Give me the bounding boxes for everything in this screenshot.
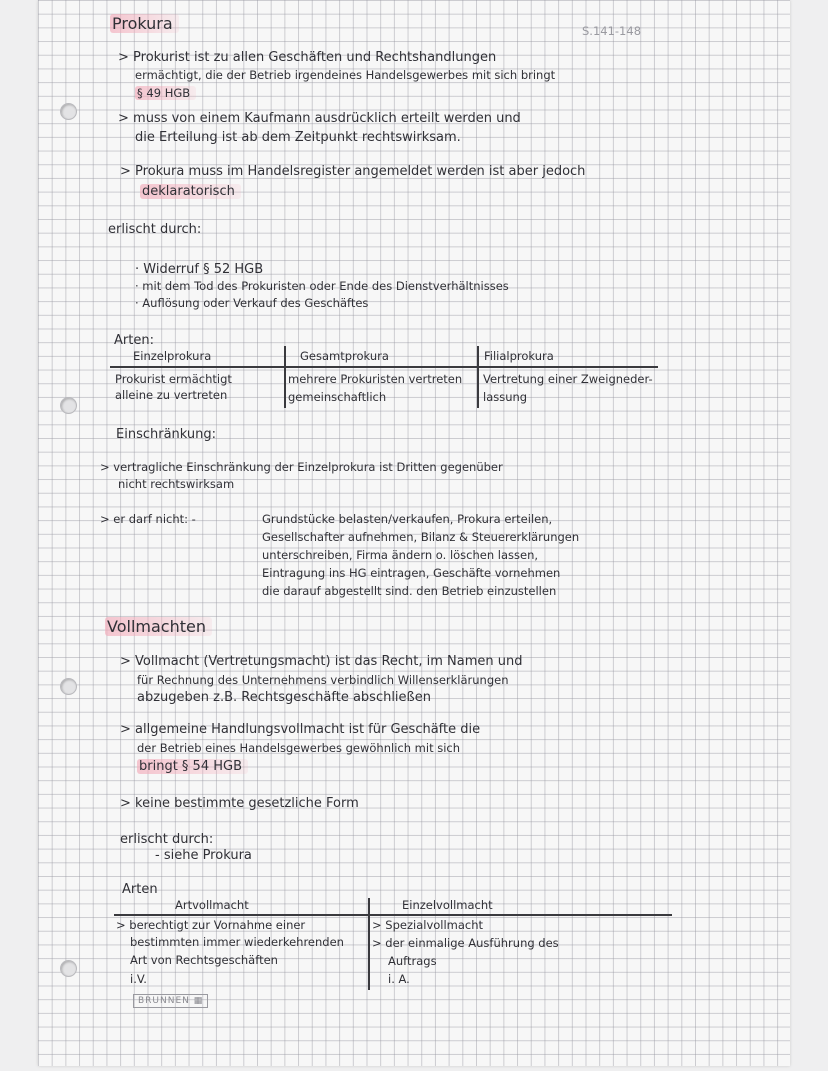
vollmacht-bullet-line: > Vollmacht (Vertretungsmacht) ist das Recht, im Namen und bbox=[120, 654, 523, 669]
table-rule bbox=[110, 366, 658, 368]
einschraenkung-line: nicht rechtswirksam bbox=[118, 477, 235, 491]
arten-cell: > der einmalige Ausführung des bbox=[372, 936, 559, 950]
table-divider bbox=[477, 346, 479, 408]
vollmacht-bullet-line: für Rechnung des Unternehmens verbindlich Willenserklärungen bbox=[137, 673, 509, 687]
table-divider bbox=[368, 898, 370, 990]
arten-cell: > Spezialvollmacht bbox=[372, 918, 484, 932]
prokura-bullet-line: § 49 HGB bbox=[135, 86, 196, 101]
erlischt-item: · Auflösung oder Verkauf des Geschäftes bbox=[135, 296, 369, 310]
arten-label: Arten: bbox=[114, 333, 154, 348]
erlischt-item: · Widerruf § 52 HGB bbox=[135, 262, 264, 277]
section-title-prokura: Prokura bbox=[110, 16, 179, 31]
punch-hole bbox=[60, 678, 77, 695]
vollmacht-bullet-line: > allgemeine Handlungsvollmacht ist für Geschäfte die bbox=[120, 722, 481, 737]
arten-cell: gemeinschaftlich bbox=[288, 390, 387, 404]
arten-header: Artvollmacht bbox=[175, 898, 249, 912]
arten-cell: lassung bbox=[483, 390, 528, 404]
erlischt-label: erlischt durch: bbox=[108, 222, 202, 237]
table-rule bbox=[114, 914, 672, 916]
darf-nicht-line: Gesellschafter aufnehmen, Bilanz & Steuererklärungen bbox=[262, 530, 580, 544]
arten-cell: mehrere Prokuristen vertreten bbox=[288, 372, 463, 386]
brand-logo: BRUNNEN ▦ bbox=[133, 994, 208, 1008]
arten-label: Arten bbox=[122, 882, 158, 897]
erlischt-item: · mit dem Tod des Prokuristen oder Ende des Dienstverhältnisses bbox=[135, 279, 509, 293]
vollmacht-bullet-line: der Betrieb eines Handelsgewerbes gewöhnlich mit sich bbox=[137, 741, 461, 755]
erlischt-item: - siehe Prokura bbox=[155, 848, 252, 863]
vollmacht-bullet-line: > keine bestimmte gesetzliche Form bbox=[120, 796, 359, 811]
punch-hole bbox=[60, 960, 77, 977]
arten-cell: Prokurist ermächtigt bbox=[115, 372, 232, 386]
darf-nicht-line: Grundstücke belasten/verkaufen, Prokura erteilen, bbox=[262, 512, 553, 526]
einschraenkung-line: > vertragliche Einschränkung der Einzelprokura ist Dritten gegenüber bbox=[100, 460, 503, 474]
einschraenkung-label: Einschränkung: bbox=[116, 427, 217, 442]
vollmacht-bullet-line: bringt § 54 HGB bbox=[137, 759, 248, 774]
arten-header: Filialprokura bbox=[484, 349, 554, 363]
vollmacht-bullet-line: abzugeben z.B. Rechtsgeschäfte abschließen bbox=[137, 690, 431, 705]
darf-nicht-line: die darauf abgestellt sind. den Betrieb einzustellen bbox=[262, 584, 557, 598]
arten-header: Einzelvollmacht bbox=[402, 898, 493, 912]
arten-cell: > berechtigt zur Vornahme einer bbox=[116, 918, 306, 932]
table-divider bbox=[284, 346, 286, 408]
erlischt-label: erlischt durch: bbox=[120, 832, 214, 847]
prokura-bullet-line: > Prokurist ist zu allen Geschäften und Rechtshandlungen bbox=[118, 50, 497, 65]
arten-header: Einzelprokura bbox=[133, 349, 212, 363]
arten-cell: bestimmten immer wiederkehrenden bbox=[130, 935, 344, 949]
punch-hole bbox=[60, 397, 77, 414]
arten-cell: alleine zu vertreten bbox=[115, 388, 228, 402]
prokura-bullet-line: deklaratorisch bbox=[140, 184, 241, 199]
prokura-bullet-line: > muss von einem Kaufmann ausdrücklich erteilt werden und bbox=[118, 111, 521, 126]
prokura-bullet-line: die Erteilung ist ab dem Zeitpunkt rechtswirksam. bbox=[135, 130, 461, 145]
arten-header: Gesamtprokura bbox=[300, 349, 389, 363]
prokura-bullet-line: ermächtigt, die der Betrieb irgendeines Handelsgewerbes mit sich bringt bbox=[135, 68, 556, 82]
section-title-vollmachten: Vollmachten bbox=[105, 619, 212, 634]
arten-cell: i.V. bbox=[130, 972, 147, 986]
page-reference: S.141-148 bbox=[582, 24, 642, 38]
arten-cell: Art von Rechtsgeschäften bbox=[130, 953, 278, 967]
darf-nicht-line: Eintragung ins HG eintragen, Geschäfte vornehmen bbox=[262, 566, 561, 580]
darf-nicht-label: > er darf nicht: - bbox=[100, 512, 196, 526]
darf-nicht-line: unterschreiben, Firma ändern o. löschen lassen, bbox=[262, 548, 539, 562]
arten-cell: Auftrags bbox=[388, 954, 437, 968]
arten-cell: i. A. bbox=[388, 972, 410, 986]
punch-hole bbox=[60, 103, 77, 120]
prokura-bullet-line: > Prokura muss im Handelsregister angemeldet werden ist aber jedoch bbox=[120, 164, 586, 179]
arten-cell: Vertretung einer Zweigneder- bbox=[483, 372, 653, 386]
